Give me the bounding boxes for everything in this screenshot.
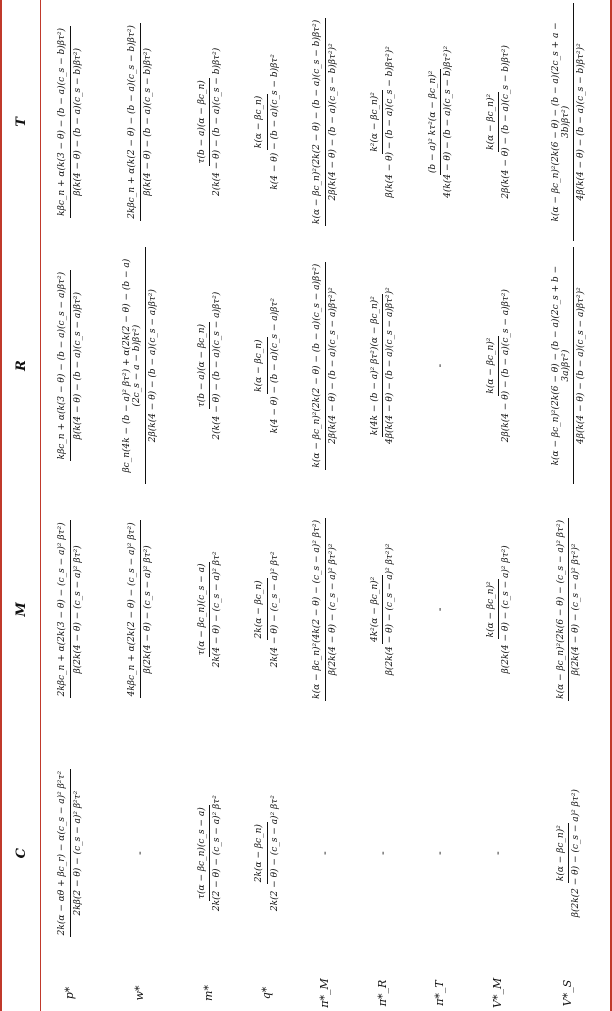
fraction-numerator: k(α − βc_n)²(2k(6 − θ) − (b − a)(2c_s + b − 3a)βτ²) bbox=[551, 247, 575, 485]
fraction-denominator: β(2k(2 − θ) − (c_s − a)² βτ²) bbox=[571, 789, 582, 918]
formula-cell bbox=[238, 244, 296, 488]
header-row bbox=[1, 0, 41, 1011]
empty-cell-dash: - bbox=[433, 851, 447, 855]
fraction-denominator: 2β(k(4 − θ) − (b − a)(c_s − b)βτ²)² bbox=[327, 43, 338, 201]
fraction-denominator: 2(k(4 − θ) − (b − a)(c_s − a)βτ²) bbox=[211, 291, 222, 440]
fraction-denominator: β(2k(4 − θ) − (c_s − a)² βτ²) bbox=[142, 545, 153, 674]
fraction-denominator: k(4 − θ) − (b − a)(c_s − a)βτ² bbox=[269, 298, 280, 434]
fraction-numerator: k²(α − βc_n)² bbox=[370, 90, 383, 154]
row-variable-label: π*_T bbox=[433, 980, 447, 1006]
table-body bbox=[41, 0, 612, 1011]
fraction bbox=[57, 769, 83, 937]
fraction-denominator: 2k(2 − θ) − (c_s − a)² βτ² bbox=[269, 795, 280, 912]
fraction-denominator: 4β(k(4 − θ) − (b − a)(c_s − a)βτ²)² bbox=[576, 287, 587, 444]
row-variable-label: V*_M bbox=[491, 977, 505, 1008]
fraction bbox=[370, 285, 396, 446]
fraction-numerator: τ(α − βc_n)(c_s − a) bbox=[197, 562, 210, 658]
formula-cell bbox=[412, 731, 470, 975]
formula-cell bbox=[528, 0, 611, 244]
fraction-denominator: β(k(4 − θ) − (b − a)(c_s − b)βτ²) bbox=[142, 48, 153, 196]
header-cell-M: M bbox=[13, 602, 29, 617]
formula-cell bbox=[470, 488, 528, 732]
fraction-denominator: 2β(k(4 − θ) − (b − a)(c_s − a)βτ²) bbox=[147, 289, 158, 443]
formula-cell bbox=[296, 244, 354, 488]
formula-cell bbox=[41, 244, 100, 488]
fraction-numerator: k(α − βc_n)² bbox=[486, 336, 499, 396]
formula-cell bbox=[41, 488, 100, 732]
fraction-numerator: βc_n(4k − (b − a)² βτ²) + α(2k(2 − θ) − (b − a)(2c_s − a − b)βτ²) bbox=[122, 247, 146, 485]
empty-cell-dash: - bbox=[317, 851, 331, 855]
fraction-denominator: β(k(4 − θ) − (b − a)(c_s − b)βτ²)² bbox=[385, 46, 396, 198]
header-cell-R: R bbox=[13, 360, 29, 372]
fraction bbox=[122, 247, 158, 485]
fraction bbox=[254, 296, 280, 435]
formula-cell bbox=[354, 244, 412, 488]
fraction-denominator: 2k(2 − θ) − (c_s − a)² βτ² bbox=[211, 795, 222, 912]
formula-cell bbox=[354, 488, 412, 732]
fraction-numerator: (b − a)² kτ²(α − βc_n)² bbox=[428, 69, 441, 175]
empty-cell-dash: - bbox=[375, 851, 389, 855]
fraction-denominator: β(k(4 − θ) − (b − a)(c_s − b)βτ²) bbox=[72, 48, 83, 196]
formula-cell bbox=[470, 731, 528, 975]
empty-cell-dash: - bbox=[491, 851, 505, 855]
row-variable-label: q* bbox=[260, 986, 273, 1000]
formula-cell bbox=[470, 244, 528, 488]
fraction bbox=[197, 46, 223, 198]
formula-cell bbox=[181, 244, 239, 488]
row-variable-label: π*_M bbox=[317, 978, 331, 1008]
fraction bbox=[556, 787, 582, 919]
fraction bbox=[312, 18, 338, 226]
formula-cell bbox=[238, 731, 296, 975]
empty-cell-dash: - bbox=[132, 851, 146, 855]
empty-cell-dash: - bbox=[433, 607, 447, 612]
fraction-denominator: k(4 − θ) − (b − a)(c_s − b)βτ² bbox=[269, 54, 280, 190]
fraction-numerator: k(α − βc_n)² bbox=[486, 579, 499, 639]
fraction bbox=[551, 3, 587, 241]
fraction-numerator: τ(b − a)(α − βc_n) bbox=[197, 78, 210, 165]
fraction-numerator: kβc_n + α(k(3 − θ) − (b − a)(c_s − a)βτ²) bbox=[57, 270, 70, 462]
fraction bbox=[197, 793, 223, 913]
formula-cell bbox=[354, 731, 412, 975]
row-variable-label: m* bbox=[202, 985, 216, 1001]
fraction-denominator: 2kβ(2 − θ) − (c_s − a)² β²τ² bbox=[72, 790, 83, 916]
fraction-numerator: 2k(α − βc_n) bbox=[254, 822, 267, 884]
fraction-denominator: β(k(4 − θ) − (b − a)(c_s − a)βτ²) bbox=[72, 291, 83, 440]
formula-cell bbox=[99, 0, 180, 244]
formula-cell bbox=[181, 731, 239, 975]
formula-cell bbox=[99, 244, 180, 488]
fraction-denominator: β(2k(4 − θ) − (c_s − a)² βτ²) bbox=[501, 545, 512, 674]
fraction-denominator: 2β(k(4 − θ) − (b − a)(c_s − a)βτ²) bbox=[501, 289, 512, 443]
fraction-denominator: 2β(k(4 − θ) − (b − a)(c_s − b)βτ²) bbox=[501, 45, 512, 199]
table-row bbox=[528, 0, 611, 1011]
fraction-denominator: 2(k(4 − θ) − (b − a)(c_s − b)βτ²) bbox=[211, 47, 222, 197]
formula-cell bbox=[412, 244, 470, 488]
formula-cell bbox=[99, 488, 180, 732]
fraction bbox=[127, 520, 153, 698]
fraction-numerator: 2k(α − αθ + βc_r) − α(c_s − a)² β²τ² bbox=[57, 769, 70, 937]
fraction-numerator: 4kβc_n + α(2k(2 − θ) − (c_s − a)² βτ²) bbox=[127, 520, 140, 698]
table-row bbox=[470, 0, 528, 1011]
fraction-denominator: 2β(k(4 − θ) − (b − a)(c_s − a)βτ²)² bbox=[327, 287, 338, 444]
formula-cell bbox=[181, 0, 239, 244]
row-variable-label: V*_S bbox=[561, 979, 575, 1007]
formula-cell bbox=[412, 488, 470, 732]
fraction-denominator: 2k(4 − θ) − (c_s − a)² βτ² bbox=[269, 551, 280, 668]
row-variable-label: π*_R bbox=[375, 979, 389, 1007]
fraction-numerator: k(α − βc_n)²(2k(6 − θ) − (b − a)(2c_s + a − 3b)βτ²) bbox=[551, 3, 575, 241]
table-row bbox=[296, 0, 354, 1011]
fraction bbox=[370, 44, 396, 199]
fraction-numerator: k(α − βc_n)² bbox=[486, 92, 499, 152]
formula-cell bbox=[41, 731, 100, 975]
fraction-denominator: 4(k(4 − θ) − (b − a)(c_s − b)βτ²)² bbox=[443, 45, 454, 198]
fraction-numerator: k(α − βc_n)²(2k(2 − θ) − (b − a)(c_s − b)βτ²) bbox=[312, 18, 325, 226]
formula-cell bbox=[41, 0, 100, 244]
fraction bbox=[57, 26, 83, 218]
empty-cell-dash: - bbox=[433, 363, 447, 368]
fraction-numerator: 4k²(α − βc_n)² bbox=[370, 575, 383, 644]
fraction bbox=[486, 287, 512, 444]
fraction bbox=[486, 543, 512, 675]
fraction bbox=[57, 520, 83, 698]
fraction-numerator: 2k(α − βc_n) bbox=[254, 578, 267, 640]
formula-cell bbox=[528, 244, 611, 488]
formula-cell bbox=[99, 731, 180, 975]
row-variable-label: w* bbox=[132, 985, 146, 1001]
fraction-numerator: k(α − βc_n)²(2k(2 − θ) − (b − a)(c_s − a)βτ²) bbox=[312, 262, 325, 470]
formula-cell bbox=[238, 0, 296, 244]
fraction bbox=[428, 44, 454, 200]
fraction-numerator: k(4k − (b − a)² βτ²)(α − βc_n)² bbox=[370, 294, 383, 437]
fraction bbox=[57, 270, 83, 462]
header-cell-0 bbox=[1, 975, 41, 1011]
table-row bbox=[99, 0, 180, 1011]
fraction-denominator: 4β(k(4 − θ) − (b − a)(c_s − a)βτ²)² bbox=[385, 287, 396, 444]
header-cell-C: C bbox=[13, 847, 29, 859]
fraction-numerator: kβc_n + α(k(3 − θ) − (b − a)(c_s − b)βτ²) bbox=[57, 26, 70, 218]
fraction-denominator: β(2k(4 − θ) − (c_s − a)² βτ²) bbox=[72, 545, 83, 674]
fraction bbox=[370, 541, 396, 677]
header-cell-T: T bbox=[13, 117, 29, 127]
fraction-numerator: k(α − βc_n) bbox=[254, 337, 267, 393]
fraction-numerator: k(α − βc_n) bbox=[254, 94, 267, 150]
table-row bbox=[354, 0, 412, 1011]
row-variable-label: p* bbox=[62, 986, 76, 1000]
table-row bbox=[41, 0, 100, 1011]
fraction-numerator: τ(α − βc_n)(c_s − a) bbox=[197, 805, 210, 901]
fraction-numerator: k(α − βc_n)²(2k(6 − θ) − (c_s − a)² βτ²) bbox=[556, 518, 569, 701]
formula-cell bbox=[354, 0, 412, 244]
fraction-numerator: k(α − βc_n)²(4k(2 − θ) − (c_s − a)² βτ²) bbox=[312, 518, 325, 701]
fraction-denominator: 2k(4 − θ) − (c_s − a)² βτ² bbox=[211, 551, 222, 668]
formula-cell bbox=[296, 731, 354, 975]
fraction bbox=[312, 262, 338, 470]
fraction bbox=[254, 549, 280, 669]
fraction bbox=[551, 247, 587, 485]
table-row bbox=[238, 0, 296, 1011]
fraction-numerator: 2kβc_n + α(k(2 − θ) − (b − a)(c_s − b)βτ²) bbox=[127, 23, 140, 221]
formula-cell bbox=[412, 0, 470, 244]
formula-cell bbox=[238, 488, 296, 732]
fraction-numerator: 2kβc_n + α(2k(3 − θ) − (c_s − a)² βτ²) bbox=[57, 520, 70, 698]
fraction-denominator: β(2k(4 − θ) − (c_s − a)² βτ²)² bbox=[385, 543, 396, 676]
table-row bbox=[412, 0, 470, 1011]
formula-cell bbox=[528, 731, 611, 975]
fraction-denominator: β(2k(4 − θ) − (c_s − a)² βτ²)² bbox=[571, 543, 582, 676]
formula-cell bbox=[528, 488, 611, 732]
fraction bbox=[312, 518, 338, 701]
fraction-numerator: k(α − βc_n)² bbox=[556, 823, 569, 883]
fraction bbox=[556, 518, 582, 701]
formula-cell bbox=[470, 0, 528, 244]
fraction bbox=[254, 52, 280, 192]
fraction-denominator: β(2k(4 − θ) − (c_s − a)² βτ²)² bbox=[327, 543, 338, 676]
formula-cell bbox=[296, 0, 354, 244]
formula-cell bbox=[181, 488, 239, 732]
fraction-denominator: 4β(k(4 − θ) − (b − a)(c_s − b)βτ²)² bbox=[576, 43, 587, 201]
table-row bbox=[181, 0, 239, 1011]
fraction-numerator: τ(b − a)(α − βc_n) bbox=[197, 322, 210, 409]
fraction bbox=[254, 793, 280, 913]
fraction bbox=[197, 549, 223, 669]
fraction bbox=[197, 290, 223, 442]
fraction bbox=[486, 43, 512, 201]
fraction bbox=[127, 23, 153, 221]
formula-cell bbox=[296, 488, 354, 732]
